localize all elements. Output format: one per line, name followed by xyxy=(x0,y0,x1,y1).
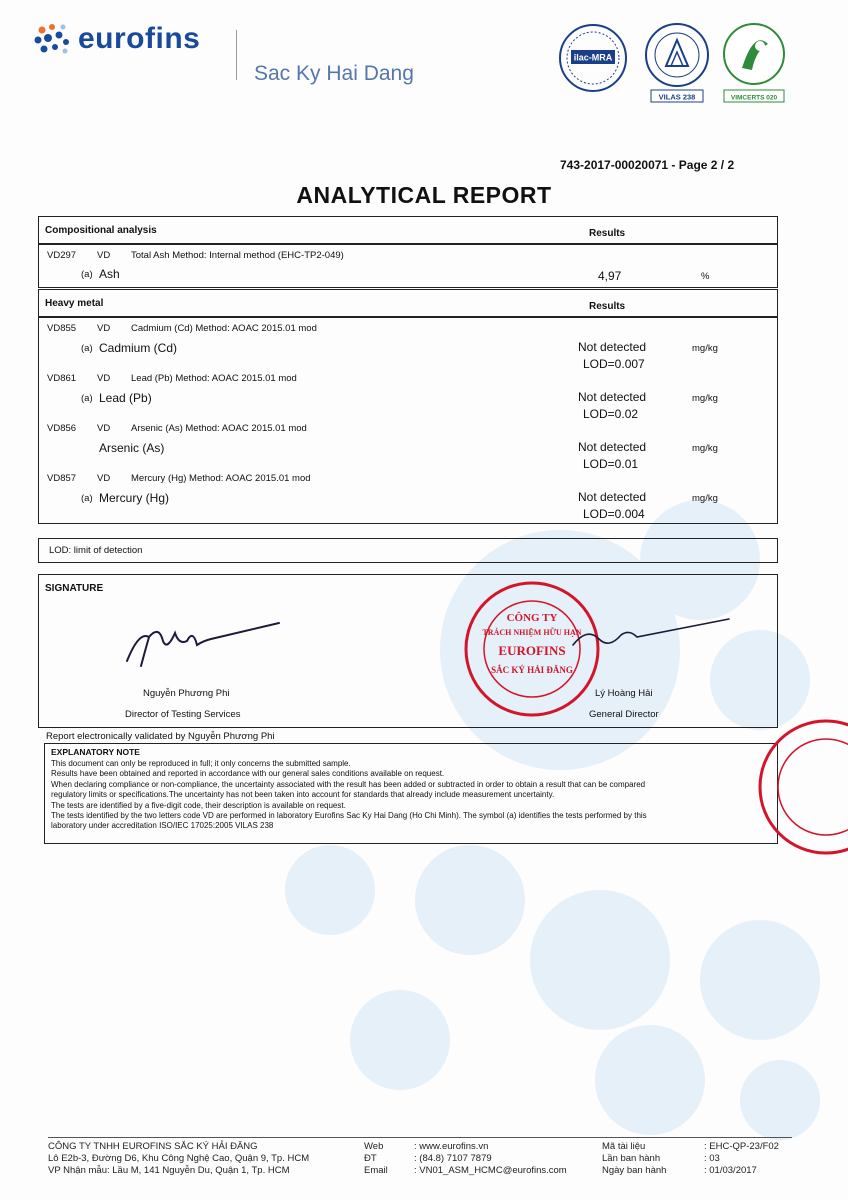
footer-email[interactable]: : VN01_ASM_HCMC@eurofins.com xyxy=(414,1165,567,1176)
lod-note: LOD: limit of detection xyxy=(49,545,143,556)
result-unit: mg/kg xyxy=(692,393,718,404)
vimcerts-seal-icon xyxy=(722,22,786,106)
compositional-header-box xyxy=(38,216,778,244)
footer-web-label: Web xyxy=(364,1141,384,1152)
brand-name: eurofins xyxy=(78,22,201,55)
accreditation-marker: (a) xyxy=(81,343,93,354)
footer-doc-code: : EHC-QP-23/F02 xyxy=(704,1141,779,1152)
explanatory-line: When declaring compliance or non-compliance, the uncertainty associated with the result has been added or subtracted in order to obtain a result that can be compared xyxy=(51,779,646,789)
right-signer-title: General Director xyxy=(589,709,659,720)
result-unit: mg/kg xyxy=(692,443,718,454)
subbrand: Sac Ky Hai Dang xyxy=(254,62,414,85)
lod-note-box xyxy=(38,538,778,563)
svg-text:CÔNG TY: CÔNG TY xyxy=(506,612,558,624)
test-description: Cadmium (Cd) Method: AOAC 2015.01 mod xyxy=(131,323,317,334)
result-value: 4,97 xyxy=(598,269,622,283)
right-signer-name: Lý Hoàng Hải xyxy=(595,688,653,699)
test-description: Total Ash Method: Internal method (EHC-TP2-049) xyxy=(131,250,344,261)
svg-text:EUROFINS: EUROFINS xyxy=(498,643,566,658)
analyte-name: Ash xyxy=(99,267,120,281)
lod-value: LOD=0.02 xyxy=(583,407,639,421)
test-code: VD856 xyxy=(47,423,77,434)
result-unit: mg/kg xyxy=(692,493,718,504)
ilac-mra-seal-icon xyxy=(557,22,629,94)
signature-left-icon xyxy=(119,611,289,671)
table-row xyxy=(39,318,777,371)
svg-text:SẮC KÝ HẢI ĐĂNG: SẮC KÝ HẢI ĐĂNG xyxy=(491,665,573,675)
test-code: VD855 xyxy=(47,323,77,334)
explanatory-line: The tests identified by the two letters code VD are performed in laboratory Eurofins Sac Ky Hai Dang (Ho Chi Minh). The symbol (a) identifies the tests performed by this xyxy=(51,811,647,821)
svg-text:VIMCERTS 020: VIMCERTS 020 xyxy=(730,94,778,102)
lab-code: VD xyxy=(97,323,111,334)
compositional-body-box xyxy=(38,244,778,288)
lab-code: VD xyxy=(97,373,111,384)
footer-edition: : 03 xyxy=(704,1153,720,1164)
analyte-name: Arsenic (As) xyxy=(99,441,165,455)
boa-vilas-seal-icon xyxy=(642,22,712,106)
accreditation-marker: (a) xyxy=(81,393,93,404)
lab-code: VD xyxy=(97,250,111,261)
heavy-metal-header-box xyxy=(38,289,778,317)
header-divider xyxy=(236,30,237,80)
footer-doc-code-label: Mã tài liệu xyxy=(602,1141,646,1152)
explanatory-line: This document can only be reproduced in full; it only concerns the submitted sample. xyxy=(51,759,351,768)
table-row xyxy=(39,468,777,523)
result-value: Not detected xyxy=(578,340,647,354)
footer-address: Lô E2b-3, Đường D6, Khu Công Nghệ Cao, Quận 9, Tp. HCM xyxy=(48,1153,310,1164)
lod-value: LOD=0.01 xyxy=(583,457,639,471)
lod-value: LOD=0.004 xyxy=(583,507,645,521)
footer-web[interactable]: : www.eurofins.vn xyxy=(414,1141,489,1152)
footer-office: VP Nhận mẫu: Lầu M, 141 Nguyễn Du, Quận 1, Tp. HCM xyxy=(48,1165,290,1176)
footer-email-label: Email xyxy=(364,1165,388,1176)
svg-text:TRÁCH NHIỆM HỮU HẠN: TRÁCH NHIỆM HỮU HẠN xyxy=(482,628,582,637)
explanatory-line: The tests are identified by a five-digit code, their description is available on request. xyxy=(51,800,346,810)
footer-phone-label: ĐT xyxy=(364,1153,377,1164)
test-code: VD861 xyxy=(47,373,77,384)
analyte-name: Cadmium (Cd) xyxy=(99,341,178,355)
lod-value: LOD=0.007 xyxy=(583,357,645,371)
svg-text:VILAS 238: VILAS 238 xyxy=(658,92,696,102)
left-signer-title: Director of Testing Services xyxy=(125,709,241,720)
footer-date: : 01/03/2017 xyxy=(704,1165,757,1176)
heavy-metal-results-heading: Results xyxy=(589,301,626,312)
signature-heading: SIGNATURE xyxy=(45,583,104,594)
analyte-name: Lead (Pb) xyxy=(99,391,152,405)
svg-text:ilac-MRA: ilac-MRA xyxy=(573,52,613,63)
table-row xyxy=(39,368,777,421)
footer-edition-label: Lần ban hành xyxy=(602,1153,661,1164)
footer-phone: : (84.8) 7107 7879 xyxy=(414,1153,492,1164)
compositional-heading: Compositional analysis xyxy=(45,225,157,236)
heavy-metal-heading: Heavy metal xyxy=(45,298,104,309)
explanatory-heading: EXPLANATORY NOTE xyxy=(51,747,140,757)
explanatory-line: Results have been obtained and reported in accordance with our general sales conditions available on request. xyxy=(51,769,445,779)
footer-company: CÔNG TY TNHH EUROFINS SẮC KÝ HẢI ĐĂNG xyxy=(48,1141,258,1152)
compositional-results-heading: Results xyxy=(589,228,626,239)
result-unit: % xyxy=(701,271,710,282)
explanatory-note-box xyxy=(44,743,778,844)
test-code: VD857 xyxy=(47,473,77,484)
result-value: Not detected xyxy=(578,390,647,404)
result-value: Not detected xyxy=(578,440,647,454)
heavy-metal-body-box xyxy=(38,317,778,524)
eurofins-dots-icon xyxy=(32,22,72,56)
signature-box xyxy=(38,574,778,728)
explanatory-lines xyxy=(51,759,647,832)
result-unit: mg/kg xyxy=(692,343,718,354)
left-signer-name: Nguyễn Phương Phi xyxy=(143,688,230,699)
validated-by: Report electronically validated by Nguyễn Phương Phi xyxy=(46,731,275,742)
table-row xyxy=(39,418,777,471)
test-description: Lead (Pb) Method: AOAC 2015.01 mod xyxy=(131,373,297,384)
eurofins-logo xyxy=(32,22,200,56)
footer-date-label: Ngày ban hành xyxy=(602,1165,667,1176)
side-stamp-icon xyxy=(746,712,848,862)
test-description: Mercury (Hg) Method: AOAC 2015.01 mod xyxy=(131,473,311,484)
accreditation-marker: (a) xyxy=(81,269,93,280)
test-description: Arsenic (As) Method: AOAC 2015.01 mod xyxy=(131,423,307,434)
report-title: ANALYTICAL REPORT xyxy=(296,182,552,208)
page-number: 743-2017-00020071 - Page 2 / 2 xyxy=(560,158,735,172)
accreditation-marker: (a) xyxy=(81,493,93,504)
explanatory-line: laboratory under accreditation ISO/IEC 17025:2005 VILAS 238 xyxy=(51,821,274,831)
signature-right-icon xyxy=(569,605,739,665)
analyte-name: Mercury (Hg) xyxy=(99,491,170,505)
explanatory-line: regulatory limits or specifications.The uncertainty has not been taken into account for standards that already include measurement uncertainty. xyxy=(51,790,555,800)
result-value: Not detected xyxy=(578,490,647,504)
lab-code: VD xyxy=(97,473,111,484)
footer-divider xyxy=(48,1137,792,1138)
lab-code: VD xyxy=(97,423,111,434)
test-code: VD297 xyxy=(47,250,77,261)
